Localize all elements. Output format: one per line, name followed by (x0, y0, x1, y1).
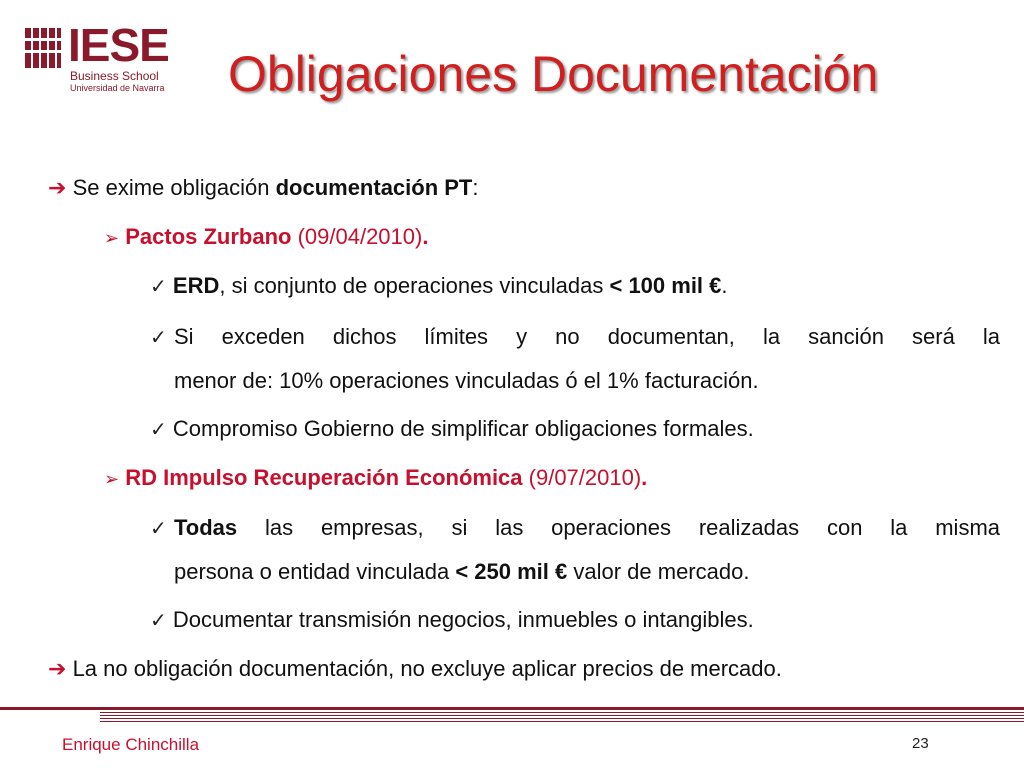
bullet-level3 (150, 322, 167, 353)
bullet-text-line2: persona o entidad vinculada < 250 mil € valor de mercado. (174, 559, 750, 584)
slide-title: Obligaciones Documentación (228, 46, 879, 102)
logo-brand: IESE (68, 19, 169, 71)
footer-rule (100, 715, 1024, 716)
logo-university: Universidad de Navarra (70, 83, 165, 93)
arrow-right-icon: ➔ (48, 656, 67, 681)
bullet-level2: ➢ RD Impulso Recuperación Económica (9/07/2010). (104, 465, 648, 490)
footer-rule (100, 712, 1024, 713)
check-icon: ✓ (150, 610, 167, 632)
bullet-level3 (150, 513, 167, 544)
check-icon: ✓ (150, 327, 167, 349)
check-icon: ✓ (150, 276, 167, 298)
page-number: 23 (912, 735, 929, 752)
bullet-level1: ➔ La no obligación documentación, no excluye aplicar precios de mercado. (48, 656, 782, 681)
footer-rule (100, 718, 1024, 719)
bullet-level3: ✓ Compromiso Gobierno de simplificar obligaciones formales. (150, 416, 754, 441)
bullet-text-line1: Si exceden dichos límites y no documentan, la sanción será la (174, 324, 1000, 349)
footer-author: Enrique Chinchilla (62, 735, 200, 754)
triangle-bullet-icon: ➢ (104, 469, 120, 489)
footer-rule (100, 721, 1024, 722)
check-icon: ✓ (150, 419, 167, 441)
footer-rule (0, 707, 1024, 710)
check-icon: ✓ (150, 518, 167, 540)
bullet-level3: ✓ ERD, si conjunto de operaciones vinculadas < 100 mil €. (150, 273, 728, 298)
bullet-text-line1: Todas las empresas, si las operaciones realizadas con la misma (174, 515, 1000, 540)
bullet-text-line2: menor de: 10% operaciones vinculadas ó el 1% facturación. (174, 368, 759, 393)
bullet-level1: ➔ Se exime obligación documentación PT: (48, 175, 479, 200)
arrow-right-icon: ➔ (48, 175, 67, 200)
bullet-level3: ✓ Documentar transmisión negocios, inmuebles o intangibles. (150, 607, 754, 632)
logo-school: Business School (70, 69, 159, 83)
triangle-bullet-icon: ➢ (104, 228, 120, 248)
bullet-level2: ➢ Pactos Zurbano (09/04/2010). (104, 224, 429, 249)
